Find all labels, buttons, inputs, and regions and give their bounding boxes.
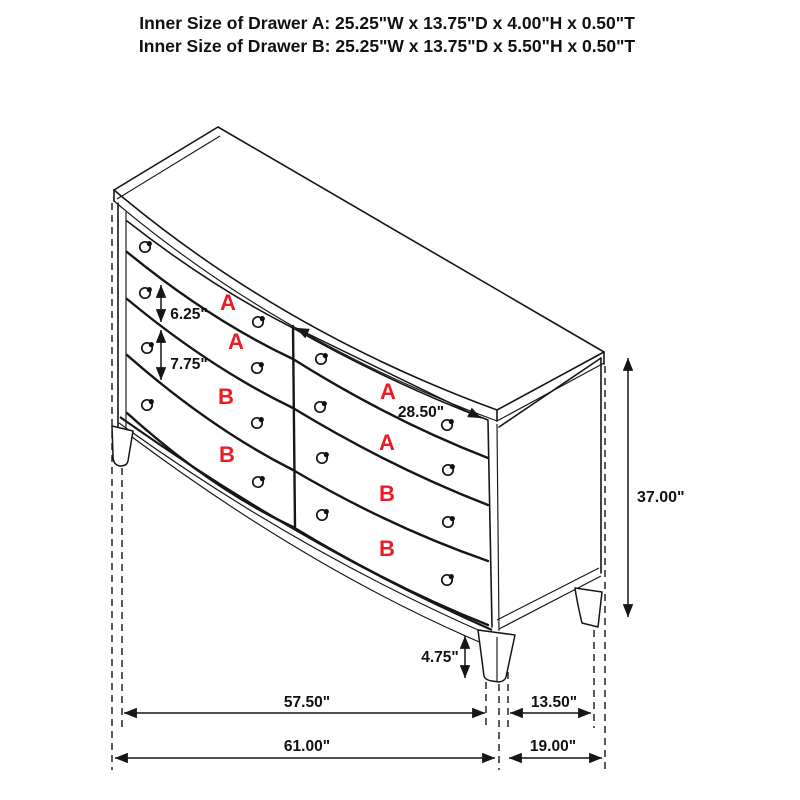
dimension-label: 13.50" [530,694,578,711]
dimension-leg-height [421,636,465,678]
knob-icon [252,417,264,428]
dimension-overall-depth [509,738,602,758]
knob-icon [140,241,152,252]
drawer-label: B [218,384,234,409]
front-left-leg [112,426,133,466]
header-line-drawer-a: Inner Size of Drawer A: 25.25"W x 13.75"D x 4.00"H x 0.50"T [139,13,635,33]
dresser-top [114,127,604,421]
knob-icon [442,574,454,585]
knob-icon [317,452,329,463]
dimension-overall-height [628,358,685,617]
dimension-overall-width [115,738,495,758]
knob-icon [142,342,154,353]
dresser-legs [112,426,602,682]
knob-icon [443,464,455,475]
dimension-front-width-between-legs [124,694,485,713]
header-line-drawer-b: Inner Size of Drawer B: 25.25"W x 13.75"D x 5.50"H x 0.50"T [138,36,636,56]
drawer-label: A [220,290,236,315]
drawer-label: A [379,430,395,455]
knob-icon [252,362,264,373]
knob-icon [253,316,265,327]
drawer-label: B [379,536,395,561]
knob-icon [315,401,327,412]
knob-icon [142,399,154,410]
drawer-label: B [379,481,395,506]
dresser-body [118,203,601,644]
back-right-leg [575,588,602,627]
dimension-drawer-a-height [161,285,208,323]
dimension-label: 19.00" [529,738,577,755]
dimension-label: 61.00" [283,738,331,755]
dimension-side-depth-between-legs [510,694,591,713]
knob-icon [140,287,152,298]
knob-icon [253,476,265,487]
drawer-label: A [228,329,244,354]
dimension-label: 57.50" [283,694,331,711]
knob-icon [316,353,328,364]
extension-lines [112,203,605,770]
center-divider [293,326,295,527]
knob-icon [443,516,455,527]
dimension-label: 37.00" [637,489,685,506]
drawer-letter-labels [218,290,396,561]
drawer-label: B [219,442,235,467]
dimension-label: 6.25" [170,306,208,323]
dimension-label: 4.75" [421,649,459,666]
dimension-label: 28.50" [397,404,445,421]
knob-icon [442,419,454,430]
knob-icon [317,509,329,520]
drawer-label: A [380,379,396,404]
dimension-label: 7.75" [170,356,208,373]
